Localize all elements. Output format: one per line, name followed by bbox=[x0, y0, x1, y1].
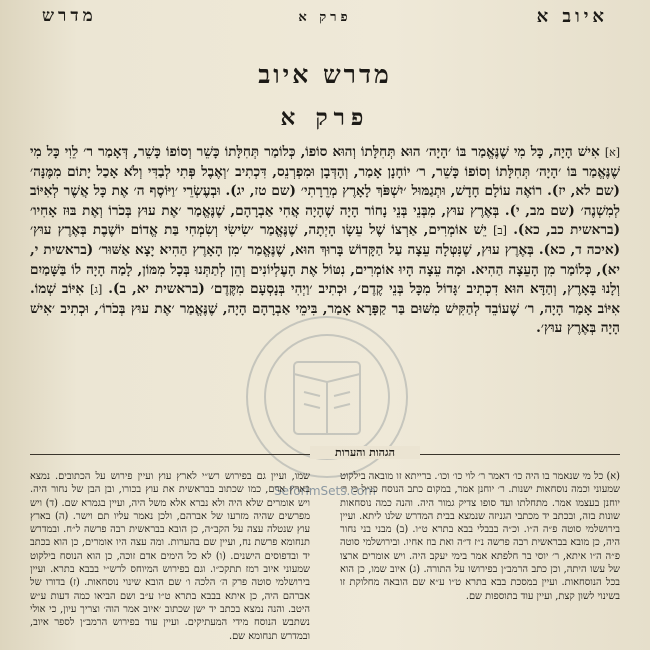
chapter-heading: פרק א bbox=[280, 104, 370, 131]
commentary-column-left: שמו, ועיין גם בפירוש רש״י לארץ עוץ ועיין פירוש על הכתובים. נמצא בארץ ארם, כמו שכתוב בבראשית את עוץ בכורו, ובן הבן של נחור היה. ויש אומרים שלא היה ולא נברא אלא משל היה, ועיין בגמרא שם. (ד) ויש מפרשים שהיה מזרעו של אברהם, ולכן נאמר עליו תם וישר. (ה) בארץ עוץ שנטלה עצה על הקב״ה, כן הובא בבראשית רבה פרשה ל״ח. ובמדרש תנחומא פרשת נח, ועיין שם בהערות. ומה עצה היו אומרים, כן הוא בכתב יד ובדפוסים הישנים. (ו) לא כל הימים אדם זוכה, כן הוא הנוסח בילקוט שמעוני איוב רמז תתקכ״ו. וגם בפירוש המיוחס לרש״י בבבא בתרא. ועיין בירושלמי סוטה פרק ה׳ הלכה ו׳ שם הובא שינוי נוסחאות. (ז) בדורו של אברהם היה, כן איתא בבבא בתרא ט״ו ע״ב ושם הביאו כמה דעות ע״ש היטב. והנה נמצא בכתב יד ישן שכתוב ׳איוב אמר הוה׳ וצריך עיון, כי אולי נשתבש הנוסח מידי המעתיקים. ועיין עוד בפירוש הרמב״ן לספר איוב, ובמדרש תנחומא שם. bbox=[30, 471, 310, 642]
paragraph-text: אִישׁ הָיָה, כָּל מִי שֶׁנֶּאֱמַר בּוֹ ׳הָיָה׳ הוּא תְּחִלָּתוֹ וְהוּא סוֹפוֹ, כְּלוֹמַר תְּחִלָּתוֹ כָּשֵׁר וְסוֹפוֹ כָּשֵׁר, דְּאָמַר ר׳ לֵוִי כָּל מִי שֶׁנֶּאֱמַר בּוֹ ׳הָיָה׳ תְּחִלָּתוֹ וְסוֹפוֹ כָּשֵׁר, ר׳ יוֹחָנָן אָמַר, וְהָדְּבָן וּמִפְרְנֵס, דִּכְתִיב ׳וְאֶבֶל פְּתִי לְבַדִּי וְלֹא אָכַל יָתוֹם מִמֶּנָּה׳ (שם לא, יז). רוֹאֶה עוֹלָם חָדָשׁ, וּתְגַמּוּל ׳יִשְׁפֹּךְ לָאָרֶץ מְרֵרָתִי׳ (שם טז, יג). וּבְעֶשְׂרֵי ׳וַיּוֹסֶף ה׳ אֶת כָּל אֲשֶׁר לְאִיּוֹב לְמִשְׁנֶה׳ (שם מב, י). בְּאֶרֶץ עוּץ, מִבְּנֵי בְּנֵי נָחוֹר הָיָה שֶׁהָיָה אֲחִי אַבְרָהָם, שֶׁנֶּאֱמַר ׳אֶת עוּץ בְּכֹרוֹ וְאֶת בּוּז אָחִיו׳ (בראשית כב, כא). bbox=[30, 144, 620, 239]
commentary-header bbox=[30, 444, 620, 466]
commentary-columns bbox=[30, 470, 620, 645]
page-title: מדרש איוב bbox=[258, 60, 392, 89]
running-head-right: איוב א bbox=[536, 6, 608, 27]
paragraph-number: [ג] bbox=[90, 283, 103, 297]
running-head-left: מדרש bbox=[42, 6, 97, 26]
running-head-center: פרק א bbox=[298, 10, 352, 25]
watermark-text: SeforimSets.com bbox=[274, 484, 376, 498]
commentary-title: הגהות והערות bbox=[310, 446, 420, 459]
commentary-column-right: (א) כל מי שנאמר בו היה כו׳ דאמר ר׳ לוי כו׳ וכו׳. ברייתא זו מובאה בילקוט שמעוני וכמה נוסחאות ישנות. ר׳ יוחנן אמר, במקום כתב הנוסח כנ״ל כי ר׳ יוחנן בעצמו אמר. מתחלתו ועד סופו צדיק גמור היה. והנה כמה נוסחאות שונות בזה, ובכתב יד מכתבי הגניזה שנמצא בבית המדרש שלנו ליתא. ועיין בירושלמי סוטה פ״ה ה״ו. וכ״ה בבבלי בבא בתרא ט״ו. (ב) מבני בני נחור היה, כן מובא בבראשית רבה פרשה נ״ז ד״ה ואת בוז אחיו. ובירושלמי סוטה פ״ה ה״ו איתא, ר׳ יוסי בר חלפתא אמר בימי יעקב היה. ויש אומרים ארצו של עשו היתה, וכן כתב הרמב״ן בפירושו על התורה. (ג) איוב שמו, כן הוא בכל הנוסחאות. ועיין במסכת בבא בתרא ט״ו ע״א שם הובאה מחלוקת זו בשינוי לשון קצת, ועיין עוד בתוספות שם. bbox=[340, 471, 620, 602]
paragraph-text: אִיּוֹב שְׁמוֹ. אִיּוֹב אָמַר הָיָה, ר׳ שֶׁעוֹבֵד לְהַקִּישׁ מִשּׁוּם בַּר קַפָּרָא אָמַר, בִּימֵי אַבְרָהָם הָיָה, שֶׁנֶּאֱמַר ׳אֶת עוּץ בְּכֹרוֹ׳, וּכְתִיב ׳אִישׁ הָיָה בְּאֶרֶץ עוּץ׳. bbox=[30, 281, 620, 337]
paragraph-number: [ב] bbox=[493, 224, 507, 238]
paragraph-text: יֵשׁ אוֹמְרִים, אַרְצוֹ שֶׁל עֵשָׂו הָיְתָה, שֶׁנֶּאֱמַר ׳שִׂישִׂי וְשִׂמְחִי בַּת אֱדוֹם יוֹשֶׁבֶת בְּאֶרֶץ עוּץ׳ (איכה ד, כא). בְּאֶרֶץ עוּץ, שֶׁנִּטְּלָה עֵצָה עַל הַקָּדוֹשׁ בָּרוּךְ הוּא, שֶׁנֶּאֱמַר ׳מִן הָאָרֶץ הַהִיא יָצָא אַשּׁוּר׳ (בראשית י, יא), כְּלוֹמַר מִן הָעֵצָה הַהִיא. וּמָה עֵצָה הָיוּ אוֹמְרִים, נִטּוֹל אֶת הָעֶלְיוֹנִים וְהֵן לְתַתְּנוּ בְּכָל מִמּוֹן, לָמַה הָיָה לוֹ בַּשָּׁמַיִם וְלָנוּ בָּאָרֶץ, וְהַדָּא הוּא דִכְתִיב ׳גָּדוֹל מִכָּל בְּנֵי קֶדֶם׳, וּכְתִיב ׳וַיְהִי בְּנָסְעָם מִקֶּדֶם׳ (בראשית יא, ב). bbox=[30, 222, 620, 298]
paragraph-number: [א] bbox=[604, 146, 620, 159]
